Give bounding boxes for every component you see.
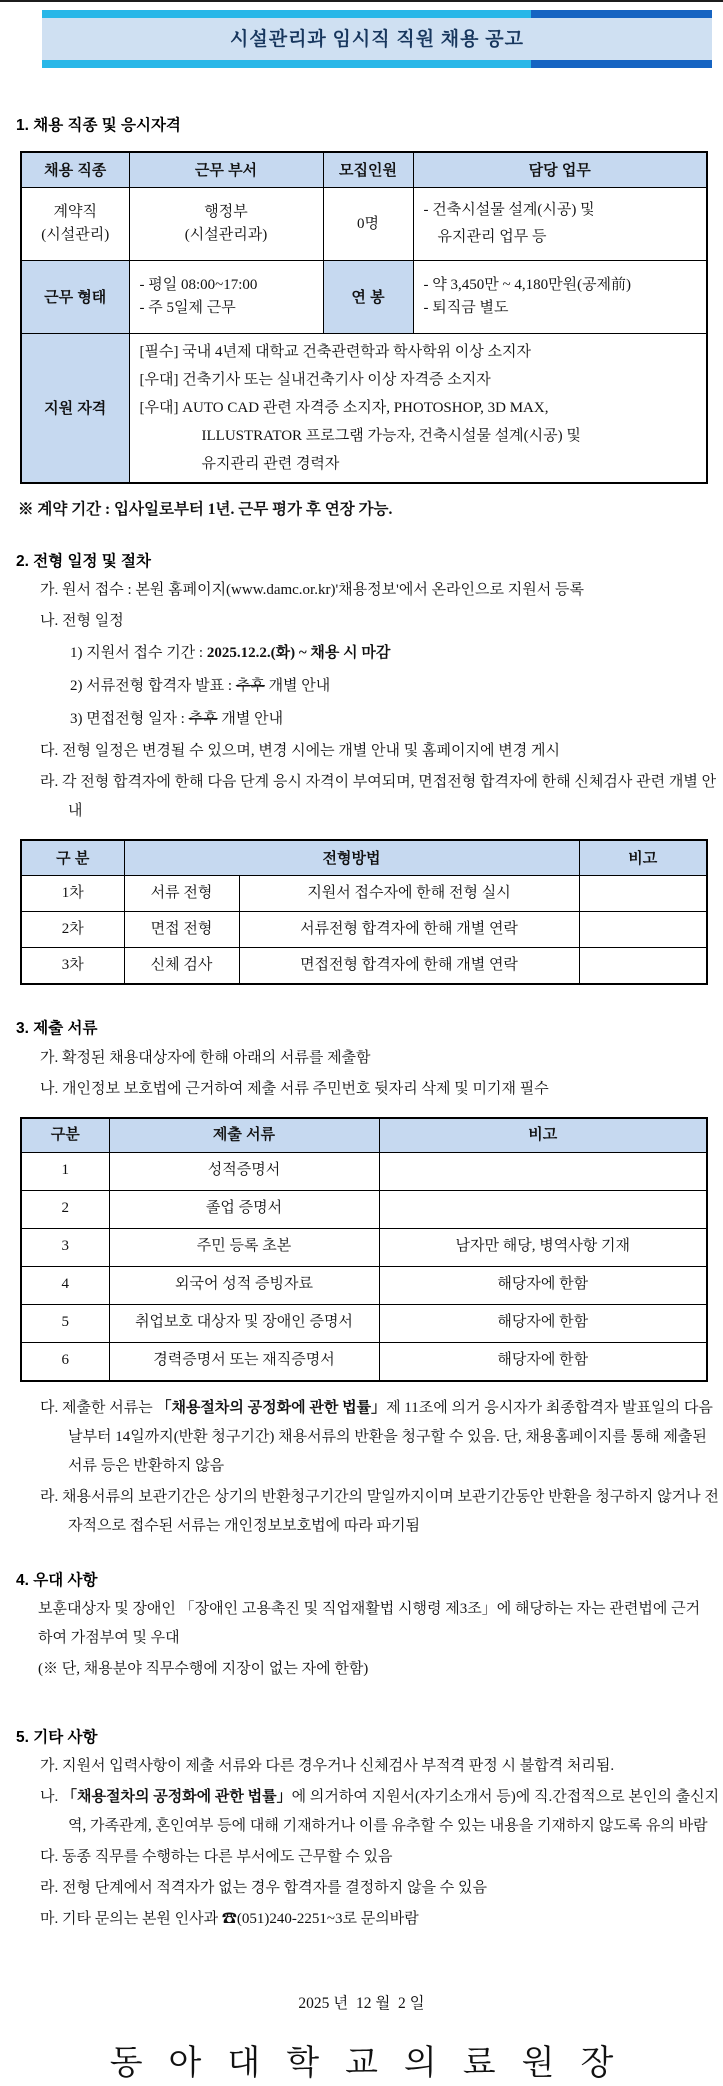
fair-hiring-act-ref: 「채용절차의 공정화에 관한 법률」 xyxy=(62,1788,292,1805)
qual-line4: ILLUSTRATOR 프로그램 가능자, 건축시설물 설계(시공) 및 xyxy=(201,428,581,445)
schedule-item-2-prefix: 2) 서류전형 합격자 발표 : xyxy=(70,678,236,695)
preference-text: 보훈대상자 및 장애인 「장애인 고용촉진 및 직업재활법 시행령 제3조」에 해당하는 자는 관련법에 근거하여 가점부여 및 우대 xyxy=(38,1600,701,1646)
headcount-cell: 0명 xyxy=(323,188,413,261)
method-desc-cell: 서류전형 합격자에 한해 개별 연락 xyxy=(239,912,579,948)
documents-table xyxy=(20,1117,708,1382)
document-return-note xyxy=(0,1394,723,1481)
work-line1: - 평일 08:00~17:00 xyxy=(139,277,258,294)
department-line2: (시설관리과) xyxy=(184,227,268,244)
department-line1: 행정부 xyxy=(204,204,248,221)
stage-cell: 1차 xyxy=(21,876,124,912)
table-row xyxy=(21,912,707,948)
selection-header-row xyxy=(21,840,707,876)
table-row xyxy=(21,1342,707,1381)
doc-number-cell: 2 xyxy=(21,1190,109,1228)
table-row xyxy=(21,1266,707,1304)
selection-process-table xyxy=(20,839,708,985)
qual-line2: [우대] 건축기사 또는 실내건축기사 이상 자격증 소지자 xyxy=(139,372,491,389)
document-retention-note: 라. 채용서류의 보관기간은 상기의 반환청구기간의 말일까지이며 보관기간동안 반환을 청구하지 않거나 전자적으로 접수된 서류는 개인정보보호법에 따라 파기됨 xyxy=(40,1488,719,1534)
method-name-cell: 면접 전형 xyxy=(124,912,239,948)
col-doc-remarks: 비고 xyxy=(379,1118,707,1153)
issuer-signature: 동아대학교의료원장 xyxy=(109,2044,640,2082)
schedule-item-2 xyxy=(0,671,723,702)
table-row xyxy=(21,1304,707,1342)
misc-item-e: 마. 기타 문의는 본원 인사과 ☎(051)240-2251~3로 문의바람 xyxy=(40,1910,419,1927)
table-row xyxy=(21,1228,707,1266)
announcement-date: 2025 년 12 월 2 일 xyxy=(298,1994,425,2012)
work-type-cell xyxy=(129,261,323,334)
fair-hiring-act-ref: 「채용절차의 공정화에 관한 법률」 xyxy=(156,1399,387,1416)
section4-heading: 4. 우대 사항 xyxy=(16,1571,98,1589)
application-method: 가. 원서 접수 : 본원 홈페이지(www.damc.or.kr)'채용정보'에서 온라인으로 지원서 등록 xyxy=(40,582,584,599)
col-headcount: 모집인원 xyxy=(323,152,413,188)
method-name-cell: 신체 검사 xyxy=(124,948,239,985)
doc-name-cell: 성적증명서 xyxy=(109,1152,379,1190)
schedule-item-1-prefix: 1) 지원서 접수 기간 : xyxy=(70,645,207,662)
doc-number-cell: 5 xyxy=(21,1304,109,1342)
doc-remarks-cell xyxy=(379,1152,707,1190)
table-row xyxy=(21,948,707,985)
schedule-item-3 xyxy=(0,704,723,735)
doc-name-cell: 외국어 성적 증빙자료 xyxy=(109,1266,379,1304)
job-type-line2: (시설관리) xyxy=(41,227,110,244)
method-desc-cell: 지원서 접수자에 한해 전형 실시 xyxy=(239,876,579,912)
page-top-rule xyxy=(0,0,723,2)
doc-remarks-cell xyxy=(379,1190,707,1228)
doc-number-cell: 3 xyxy=(21,1228,109,1266)
section2-heading: 2. 전형 일정 및 절차 xyxy=(16,553,151,571)
table-row xyxy=(21,1190,707,1228)
recruitment-header-row xyxy=(21,152,707,188)
qualification-cell xyxy=(129,334,707,484)
col-department: 근무 부서 xyxy=(129,152,323,188)
qual-line3: [우대] AUTO CAD 관련 자격증 소지자, PHOTOSHOP, 3D MAX, xyxy=(139,400,549,417)
section5-heading: 5. 기타 사항 xyxy=(16,1728,98,1746)
department-cell xyxy=(129,188,323,261)
salary-cell xyxy=(413,261,707,334)
doc-remarks-cell: 해당자에 한함 xyxy=(379,1266,707,1304)
doc-remarks-cell: 해당자에 한함 xyxy=(379,1304,707,1342)
doc-number-cell: 1 xyxy=(21,1152,109,1190)
table-row xyxy=(21,261,707,334)
banner-top-bar xyxy=(42,10,712,18)
schedule-change-note: 다. 전형 일정은 변경될 수 있으며, 변경 시에는 개별 안내 및 홈페이지에 변경 게시 xyxy=(40,743,560,760)
table-row xyxy=(21,876,707,912)
documents-header-row xyxy=(21,1118,707,1153)
document-return-rest: 제 11조에 의거 응시자가 최종합격자 발표일의 다음날부터 14일까지(반환 청구기간) 채용서류의 반환을 청구할 수 있음. 단, 채용홈페이지를 통해 제출된 서류 등은 반환하지 않음 xyxy=(68,1399,713,1474)
recruitment-table xyxy=(20,151,708,484)
doc-remarks-cell: 남자만 해당, 병역사항 기재 xyxy=(379,1228,707,1266)
table-row xyxy=(21,188,707,261)
schedule-item-3-rest: 개별 안내 xyxy=(217,711,284,728)
doc-name-cell: 경력증명서 또는 재직증명서 xyxy=(109,1342,379,1381)
col-duties: 담당 업무 xyxy=(413,152,707,188)
remarks-cell xyxy=(579,876,707,912)
misc-item-b-rest: 에 의거하여 지원서(자기소개서 등)에 직.간접적으로 본인의 출신지역, 가족관계, 혼인여부 등에 대해 기재하거나 이를 유추할 수 있는 내용을 기재하지 않도록 유의 바람 xyxy=(68,1788,720,1834)
doc-name-cell: 졸업 증명서 xyxy=(109,1190,379,1228)
page-title: 시설관리과 임시직 직원 채용 공고 xyxy=(230,29,524,50)
remarks-cell xyxy=(579,948,707,985)
table-row xyxy=(21,1152,707,1190)
stage-cell: 3차 xyxy=(21,948,124,985)
schedule-label: 나. 전형 일정 xyxy=(40,613,124,630)
remarks-cell xyxy=(579,912,707,948)
application-period: 2025.12.2.(화) ~ 채용 시 마감 xyxy=(206,645,391,662)
col-document: 제출 서류 xyxy=(109,1118,379,1153)
stage-qualification-note: 라. 각 전형 합격자에 한해 다음 단계 응시 자격이 부여되며, 면접전형 합격자에 한해 신체검사 관련 개별 안내 xyxy=(40,774,717,820)
col-stage: 구 분 xyxy=(21,840,124,876)
misc-item-b xyxy=(0,1783,723,1841)
job-type-cell xyxy=(21,188,129,261)
document-return-prefix: 다. 제출한 서류는 xyxy=(40,1399,157,1416)
col-remarks: 비고 xyxy=(579,840,707,876)
schedule-item-1 xyxy=(0,638,723,669)
qual-line5: 유지관리 관련 경력자 xyxy=(201,456,340,473)
schedule-item-3-prefix: 3) 면접전형 일자 : xyxy=(70,711,189,728)
method-name-cell: 서류 전형 xyxy=(124,876,239,912)
col-number: 구분 xyxy=(21,1118,109,1153)
schedule-item-2-strike: 추후 xyxy=(235,678,265,695)
doc-number-cell: 4 xyxy=(21,1266,109,1304)
col-method: 전형방법 xyxy=(124,840,579,876)
salary-label: 연 봉 xyxy=(323,261,413,334)
misc-item-d: 라. 전형 단계에서 적격자가 없는 경우 합격자를 결정하지 않을 수 있음 xyxy=(40,1879,487,1896)
section1-heading: 1. 채용 직종 및 응시자격 xyxy=(16,117,181,135)
doc-name-cell: 주민 등록 초본 xyxy=(109,1228,379,1266)
salary-line2: - 퇴직금 별도 xyxy=(423,300,509,317)
doc-name-cell: 취업보호 대상자 및 장애인 증명서 xyxy=(109,1304,379,1342)
duties-cell xyxy=(413,188,707,261)
contract-period-note: ※ 계약 기간 : 입사일로부터 1년. 근무 평가 후 연장 가능. xyxy=(18,501,393,519)
preference-condition: (※ 단, 채용분야 직무수행에 지장이 없는 자에 한함) xyxy=(38,1660,369,1677)
duties-line2: 유지관리 업무 등 xyxy=(437,229,547,246)
qualification-label: 지원 자격 xyxy=(21,334,129,484)
work-line2: - 주 5일제 근무 xyxy=(139,300,236,317)
doc-number-cell: 6 xyxy=(21,1342,109,1381)
schedule-item-3-strike: 추후 xyxy=(188,711,218,728)
misc-item-c: 다. 동종 직무를 수행하는 다른 부서에도 근무할 수 있음 xyxy=(40,1848,393,1865)
schedule-item-2-rest: 개별 안내 xyxy=(264,678,331,695)
banner-bottom-bar xyxy=(42,60,712,68)
job-type-line1: 계약직 xyxy=(53,204,97,221)
qual-line1: [필수] 국내 4년제 대학교 건축관련학과 학사학위 이상 소지자 xyxy=(139,344,532,361)
documents-note-b: 나. 개인정보 보호법에 근거하여 제출 서류 주민번호 뒷자리 삭제 및 미기재 필수 xyxy=(40,1080,549,1097)
method-desc-cell: 면접전형 합격자에 한해 개별 연락 xyxy=(239,948,579,985)
col-job-type: 채용 직종 xyxy=(21,152,129,188)
doc-remarks-cell: 해당자에 한함 xyxy=(379,1342,707,1381)
misc-item-b-prefix: 나. xyxy=(40,1788,62,1805)
salary-line1: - 약 3,450만 ~ 4,180만원(공제前) xyxy=(423,277,632,294)
work-type-label: 근무 형태 xyxy=(21,261,129,334)
table-row xyxy=(21,334,707,484)
title-banner xyxy=(42,10,712,68)
stage-cell: 2차 xyxy=(21,912,124,948)
duties-line1: - 건축시설물 설계(시공) 및 xyxy=(423,202,595,219)
misc-item-a: 가. 지원서 입력사항이 제출 서류와 다른 경우거나 신체검사 부적격 판정 시 불합격 처리됨. xyxy=(40,1757,615,1774)
documents-note-a: 가. 확정된 채용대상자에 한해 아래의 서류를 제출함 xyxy=(40,1049,371,1066)
section3-heading: 3. 제출 서류 xyxy=(16,1020,98,1038)
